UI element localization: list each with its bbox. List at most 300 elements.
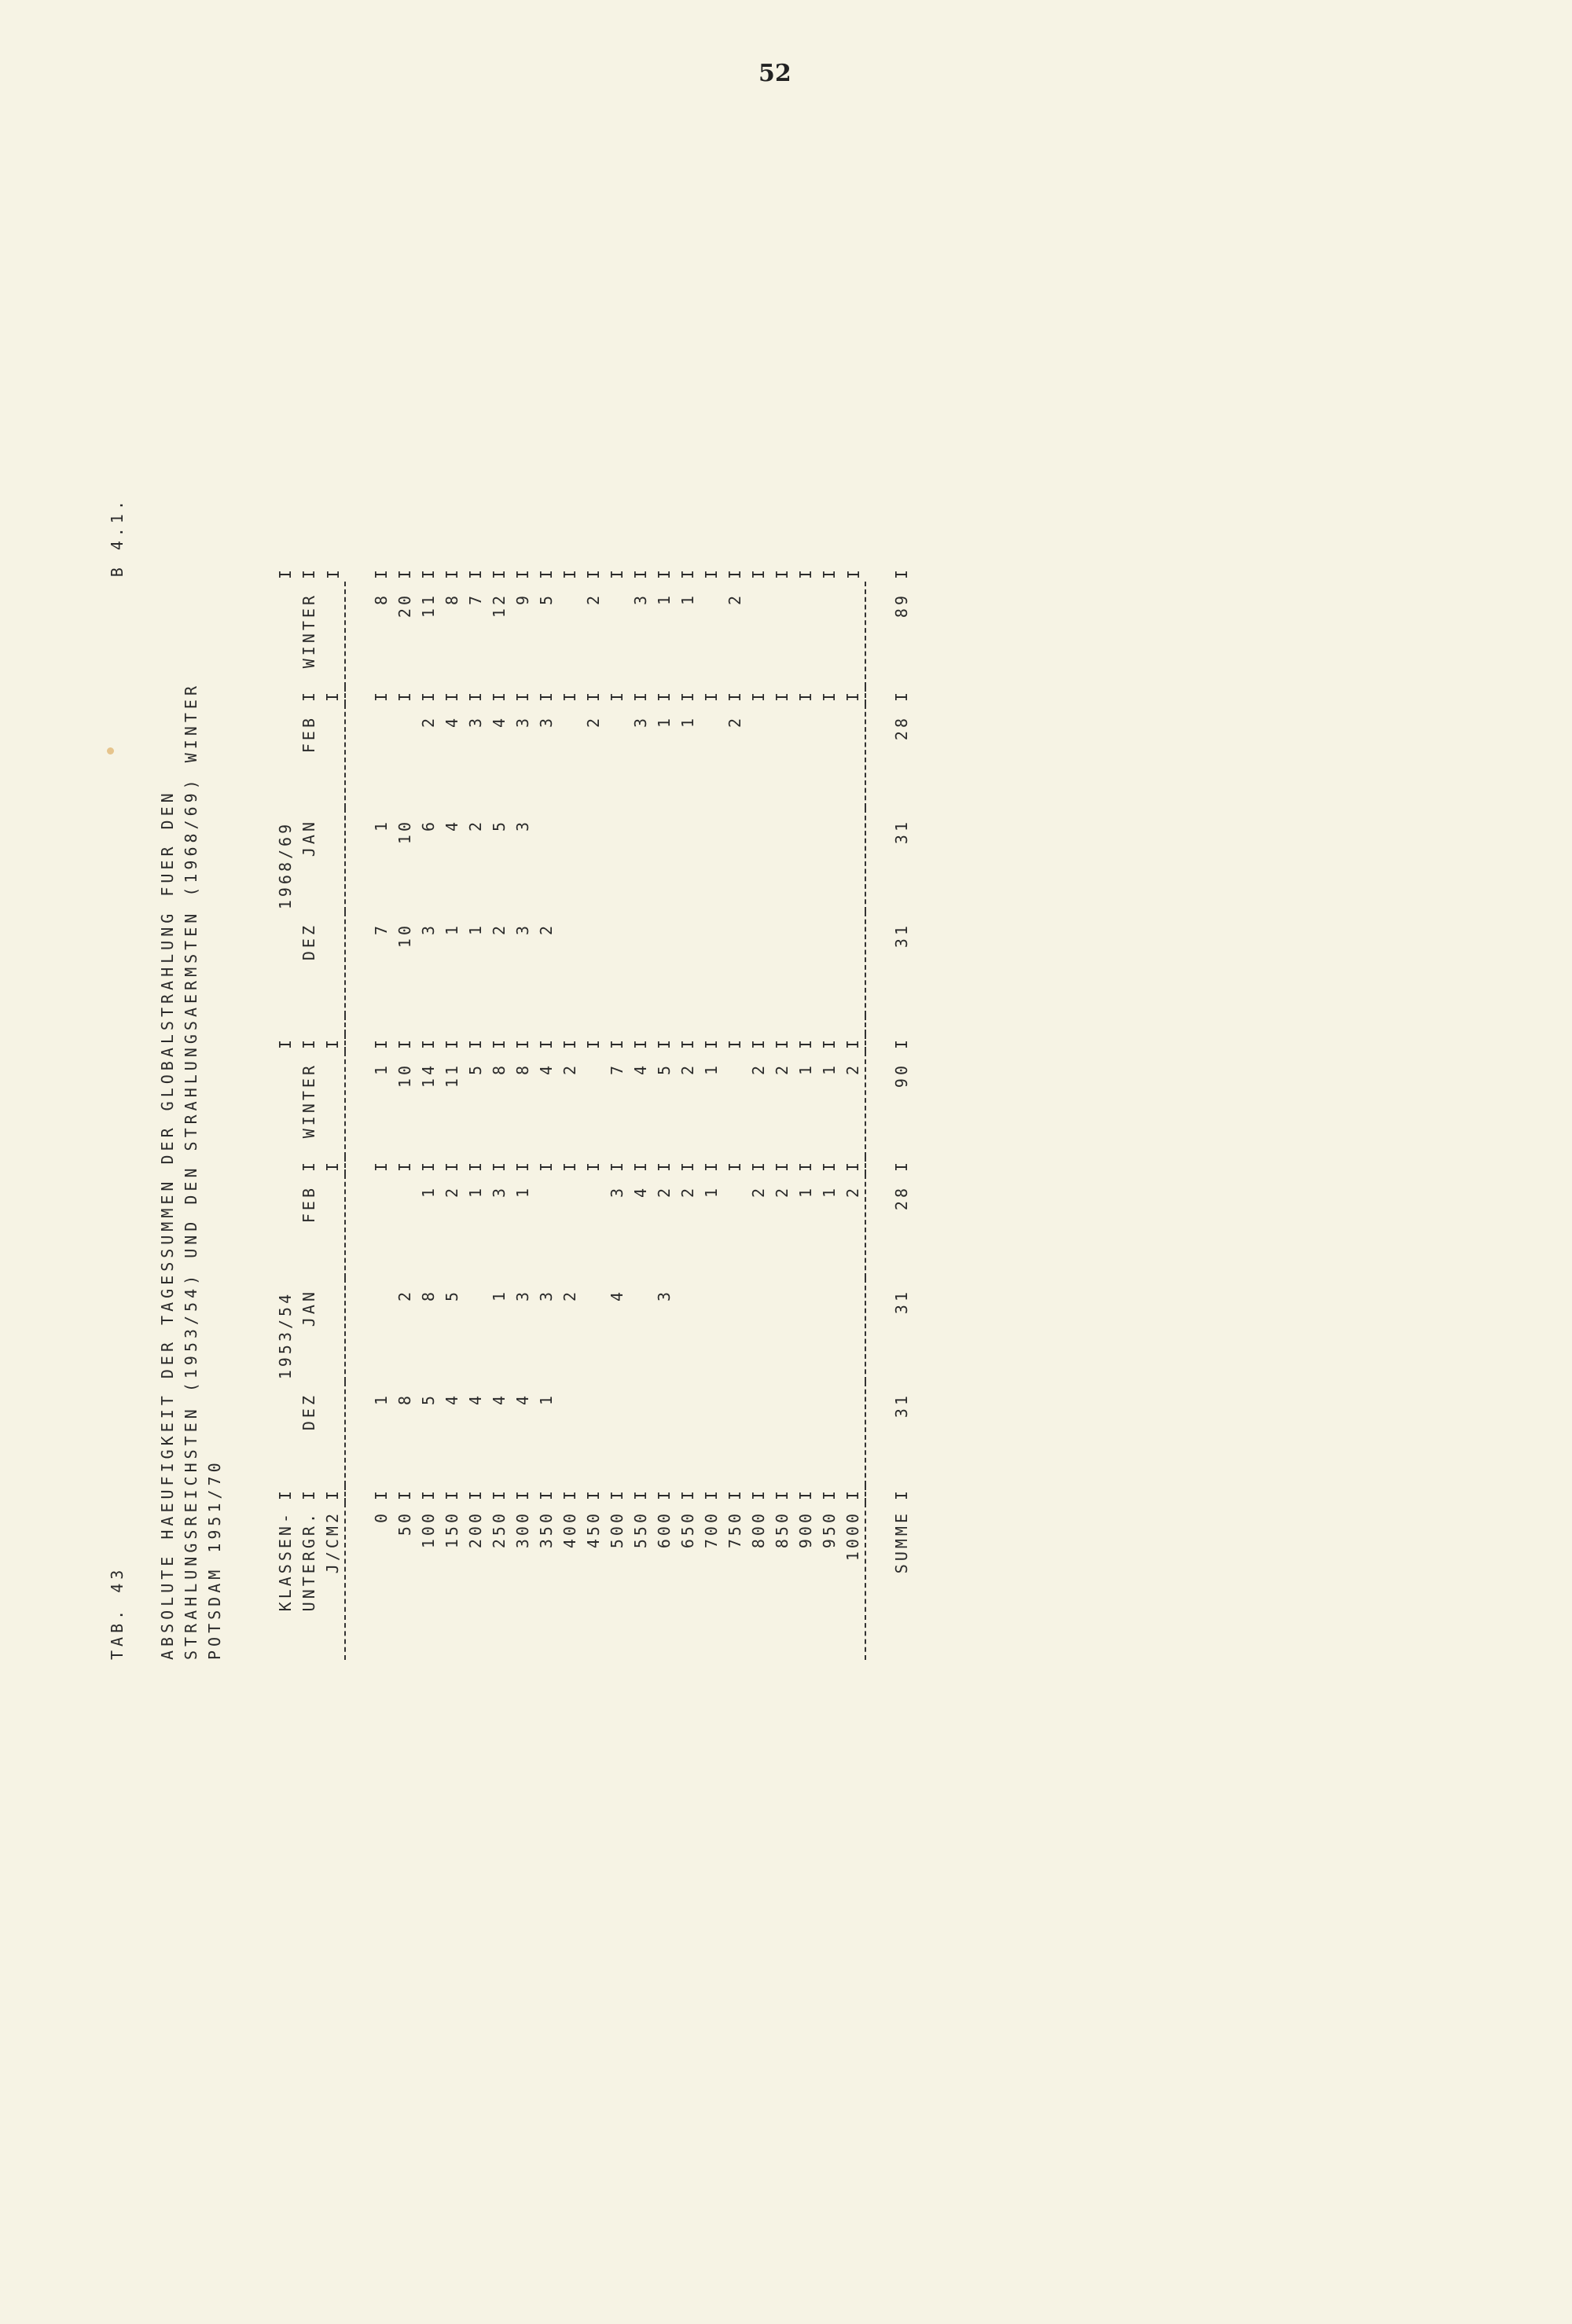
column-separator: I <box>773 1036 792 1050</box>
gap <box>274 1015 297 1034</box>
class-bound: 0 <box>372 1511 391 1524</box>
count-cell <box>369 704 393 808</box>
column-separator: I <box>843 688 862 703</box>
column-separator: I <box>820 688 839 703</box>
paper-stain <box>107 747 114 754</box>
count-cell: 1 <box>372 819 391 832</box>
column-separator: I <box>796 1487 815 1501</box>
winter-total-cell <box>817 582 841 687</box>
column-separator: I <box>466 688 485 703</box>
count-cell <box>652 912 676 1015</box>
column-separator: I <box>299 566 318 580</box>
count-cell: 3 <box>513 715 532 729</box>
count-cell: 1 <box>702 1185 721 1199</box>
winter-total-cell: 4 <box>631 1063 650 1076</box>
table-title <box>156 682 226 1660</box>
count-cell: 3 <box>490 1185 509 1199</box>
count-cell: 5 <box>419 1393 438 1406</box>
column-separator: I <box>820 1036 839 1050</box>
column-separator: I <box>419 566 438 580</box>
gap <box>747 1015 770 1034</box>
month-header: DEZ <box>299 923 318 961</box>
column-separator: I <box>892 566 911 580</box>
count-cell <box>770 912 794 1015</box>
column-separator: I <box>678 566 697 580</box>
count-cell <box>582 1382 605 1485</box>
empty-cell <box>321 912 345 1015</box>
winter-total-cell: 1 <box>702 1063 721 1076</box>
winter-total-cell <box>770 582 794 687</box>
column-separator: I <box>372 1487 391 1501</box>
column-separator: I <box>702 1036 721 1050</box>
column-separator: I <box>490 1158 509 1173</box>
column-separator: I <box>537 1487 556 1501</box>
table-row <box>464 564 487 1660</box>
column-separator: I <box>395 688 414 703</box>
header-row <box>297 564 321 1660</box>
count-cell <box>770 808 794 912</box>
frequency-table <box>274 564 913 1660</box>
winter-total-cell: 1 <box>678 593 697 606</box>
column-separator: I <box>796 1158 815 1173</box>
class-bound: 950 <box>820 1511 839 1549</box>
count-cell: 3 <box>419 923 438 936</box>
gap <box>582 1015 605 1034</box>
table-row <box>393 564 417 1660</box>
count-cell <box>629 912 652 1015</box>
class-bound: 200 <box>466 1511 485 1549</box>
count-cell <box>723 1278 747 1382</box>
dashed-rule <box>345 564 369 1660</box>
column-separator: I <box>419 1036 438 1050</box>
count-cell <box>558 1382 582 1485</box>
count-cell <box>747 912 770 1015</box>
total-cell: 28 <box>892 715 911 741</box>
count-cell <box>841 1278 865 1382</box>
count-cell <box>794 808 817 912</box>
column-separator: I <box>490 1036 509 1050</box>
column-separator: I <box>443 1036 461 1050</box>
count-cell: 1 <box>796 1185 815 1199</box>
count-cell: 1 <box>372 1393 391 1406</box>
column-separator: I <box>537 688 556 703</box>
count-cell: 1 <box>466 1185 485 1199</box>
gap <box>369 1015 393 1034</box>
class-bound: 250 <box>490 1511 509 1549</box>
count-cell <box>723 1174 747 1278</box>
count-cell <box>676 808 700 912</box>
class-bound: 100 <box>419 1511 438 1549</box>
column-separator: I <box>419 688 438 703</box>
winter-total-cell: 5 <box>537 593 556 606</box>
class-header: KLASSEN- <box>276 1511 295 1612</box>
column-separator: I <box>490 1487 509 1501</box>
column-separator: I <box>537 1036 556 1050</box>
gap <box>700 1015 723 1034</box>
count-cell <box>558 1174 582 1278</box>
winter-total-cell: 5 <box>655 1063 674 1076</box>
count-cell: 4 <box>513 1393 532 1406</box>
winter-total-cell: 1 <box>655 593 674 606</box>
column-separator: I <box>537 566 556 580</box>
column-separator: I <box>678 1158 697 1173</box>
winter-total-cell: 89 <box>892 593 911 619</box>
count-cell <box>558 808 582 912</box>
count-cell <box>582 1278 605 1382</box>
column-separator: I <box>655 1036 674 1050</box>
table-row <box>440 564 464 1660</box>
class-bound: 350 <box>537 1511 556 1549</box>
section-code: B 4.1. <box>108 497 127 578</box>
column-separator: I <box>560 1487 579 1501</box>
count-cell <box>700 912 723 1015</box>
count-cell <box>558 704 582 808</box>
count-cell <box>605 704 629 808</box>
count-cell: 4 <box>443 819 461 832</box>
column-separator: I <box>702 1487 721 1501</box>
empty-cell <box>321 1382 345 1485</box>
column-separator: I <box>608 1036 626 1050</box>
table-label: TAB. 43 <box>108 1566 127 1660</box>
class-bound: 750 <box>725 1511 744 1549</box>
column-separator: I <box>299 1487 318 1501</box>
column-separator: I <box>631 1158 650 1173</box>
column-separator: I <box>584 1487 603 1501</box>
winter-total-cell: 3 <box>631 593 650 606</box>
count-cell: 2 <box>560 1289 579 1302</box>
column-separator: I <box>820 1487 839 1501</box>
class-bound: 800 <box>749 1511 768 1549</box>
gap <box>817 1015 841 1034</box>
count-cell <box>723 808 747 912</box>
empty-cell <box>321 582 345 687</box>
count-cell: 3 <box>537 715 556 729</box>
table-row <box>487 564 511 1660</box>
column-separator: I <box>584 1158 603 1173</box>
class-bound: 450 <box>584 1511 603 1549</box>
winter-total-cell <box>841 582 865 687</box>
column-separator: I <box>702 1158 721 1173</box>
gap <box>890 1015 913 1034</box>
header-row <box>321 564 345 1660</box>
title-line: ABSOLUTE HAEUFIGKEIT DER TAGESSUMMEN DER GLOBALSTRAHLUNG FUER DEN <box>158 789 177 1660</box>
column-separator: I <box>513 688 532 703</box>
column-separator: I <box>513 1036 532 1050</box>
column-separator: I <box>749 688 768 703</box>
column-separator: I <box>773 688 792 703</box>
title-line: STRAHLUNGSREICHSTEN (1953/54) UND DEN STRAHLUNGSAERMSTEN (1968/69) WINTER <box>182 682 200 1660</box>
column-separator: I <box>560 688 579 703</box>
winter-total-cell: 4 <box>537 1063 556 1076</box>
column-separator: I <box>537 1158 556 1173</box>
count-cell: 2 <box>773 1185 792 1199</box>
table-row <box>770 564 794 1660</box>
column-separator: I <box>372 1036 391 1050</box>
table-row <box>605 564 629 1660</box>
count-cell <box>794 912 817 1015</box>
count-cell <box>629 1278 652 1382</box>
class-bound: 300 <box>513 1511 532 1549</box>
count-cell <box>464 1278 487 1382</box>
column-separator: I <box>299 688 318 703</box>
column-separator: I <box>820 566 839 580</box>
table-row <box>558 564 582 1660</box>
gap <box>676 1015 700 1034</box>
count-cell <box>534 808 558 912</box>
count-cell <box>770 1278 794 1382</box>
column-separator: I <box>725 566 744 580</box>
gap <box>297 1015 321 1034</box>
column-separator: I <box>395 566 414 580</box>
column-separator: I <box>702 688 721 703</box>
gap <box>794 1015 817 1034</box>
column-separator: I <box>892 1158 911 1173</box>
month-header: DEZ <box>299 1393 318 1431</box>
gap <box>464 1015 487 1034</box>
winter-total-cell: 2 <box>560 1063 579 1076</box>
column-separator: I <box>466 566 485 580</box>
count-cell <box>747 808 770 912</box>
count-cell <box>558 912 582 1015</box>
count-cell <box>700 704 723 808</box>
count-cell: 1 <box>513 1185 532 1199</box>
gap <box>770 1015 794 1034</box>
gap <box>417 1015 440 1034</box>
total-cell: 31 <box>892 1393 911 1419</box>
class-bound: 400 <box>560 1511 579 1549</box>
column-separator: I <box>299 1036 318 1050</box>
count-cell: 3 <box>631 715 650 729</box>
winter-total-cell: 7 <box>466 593 485 606</box>
column-separator: I <box>395 1036 414 1050</box>
winter-total-cell <box>558 582 582 687</box>
column-separator <box>274 1157 297 1174</box>
empty-cell <box>321 704 345 808</box>
column-separator: I <box>655 566 674 580</box>
class-bound: 50 <box>395 1511 414 1536</box>
column-separator: I <box>725 1158 744 1173</box>
column-separator: I <box>372 688 391 703</box>
winter-total-cell: 10 <box>395 1063 414 1089</box>
count-cell: 5 <box>490 819 509 832</box>
table-row <box>534 564 558 1660</box>
winter-total-cell: 11 <box>419 593 438 619</box>
count-cell: 10 <box>395 819 414 845</box>
class-bound: 600 <box>655 1511 674 1549</box>
column-separator: I <box>773 1158 792 1173</box>
column-separator: I <box>678 688 697 703</box>
winter-total-cell: 5 <box>466 1063 485 1076</box>
column-separator: I <box>725 688 744 703</box>
column-separator: I <box>749 1487 768 1501</box>
gap <box>605 1015 629 1034</box>
winter-total-cell <box>605 582 629 687</box>
count-cell: 2 <box>419 715 438 729</box>
column-separator: I <box>678 1036 697 1050</box>
gap <box>321 1015 345 1034</box>
count-cell <box>817 1382 841 1485</box>
month-header: JAN <box>299 1289 318 1327</box>
count-cell <box>817 808 841 912</box>
winter-total-cell: 9 <box>513 593 532 606</box>
count-cell: 1 <box>678 715 697 729</box>
count-cell <box>605 808 629 912</box>
count-cell: 2 <box>537 923 556 936</box>
table-row <box>652 564 676 1660</box>
column-separator: I <box>490 688 509 703</box>
column-separator: I <box>419 1158 438 1173</box>
table-row <box>511 564 534 1660</box>
count-cell: 4 <box>490 715 509 729</box>
column-separator: I <box>443 688 461 703</box>
table-row <box>629 564 652 1660</box>
column-separator: I <box>725 1036 744 1050</box>
count-cell: 3 <box>537 1289 556 1302</box>
count-cell <box>369 1278 393 1382</box>
column-separator: I <box>584 688 603 703</box>
column-separator: I <box>631 1487 650 1501</box>
empty-cell <box>321 1052 345 1157</box>
count-cell: 3 <box>608 1185 626 1199</box>
column-separator: I <box>843 1158 862 1173</box>
column-separator: I <box>443 1487 461 1501</box>
table-row <box>700 564 723 1660</box>
total-cell: 31 <box>892 923 911 949</box>
empty-cell <box>321 808 345 912</box>
count-cell <box>841 1382 865 1485</box>
column-separator: I <box>843 1487 862 1501</box>
column-separator: I <box>725 1487 744 1501</box>
column-separator: I <box>372 566 391 580</box>
count-cell: 4 <box>631 1185 650 1199</box>
column-separator: I <box>513 1158 532 1173</box>
column-separator: I <box>702 566 721 580</box>
gap <box>440 1015 464 1034</box>
total-cell: 31 <box>892 819 911 845</box>
count-cell: 7 <box>372 923 391 936</box>
count-cell: 4 <box>490 1393 509 1406</box>
count-cell <box>605 912 629 1015</box>
winter-total-cell <box>794 582 817 687</box>
class-bound: 700 <box>702 1511 721 1549</box>
column-separator: I <box>892 1036 911 1050</box>
winter-total-cell: 8 <box>372 593 391 606</box>
column-separator: I <box>631 1036 650 1050</box>
column-separator: I <box>584 566 603 580</box>
count-cell: 2 <box>490 923 509 936</box>
winter-total-cell: 12 <box>490 593 509 619</box>
column-separator: I <box>608 688 626 703</box>
count-cell: 2 <box>395 1289 414 1302</box>
rotated-table-sheet <box>93 497 926 1660</box>
count-cell <box>817 1278 841 1382</box>
total-cell: 28 <box>892 1185 911 1211</box>
count-cell <box>817 912 841 1015</box>
winter-total-cell: 20 <box>395 593 414 619</box>
class-bound: 850 <box>773 1511 792 1549</box>
count-cell: 2 <box>443 1185 461 1199</box>
count-cell <box>369 1174 393 1278</box>
column-separator: I <box>678 1487 697 1501</box>
table-row <box>676 564 700 1660</box>
column-separator: I <box>631 566 650 580</box>
column-separator: I <box>749 1158 768 1173</box>
column-separator: I <box>466 1158 485 1173</box>
gap <box>723 1015 747 1034</box>
column-separator: I <box>323 566 343 580</box>
month-header: FEB <box>299 715 318 754</box>
column-separator: I <box>796 566 815 580</box>
count-cell: 3 <box>466 715 485 729</box>
count-cell <box>676 912 700 1015</box>
count-cell: 2 <box>466 819 485 832</box>
column-separator: I <box>820 1158 839 1173</box>
column-separator: I <box>513 566 532 580</box>
page-number: 52 <box>758 60 792 87</box>
count-cell: 10 <box>395 923 414 949</box>
gap <box>534 1015 558 1034</box>
winter-total-cell: 7 <box>608 1063 626 1076</box>
column-separator: I <box>608 1158 626 1173</box>
count-cell: 2 <box>655 1185 674 1199</box>
count-cell: 4 <box>443 1393 461 1406</box>
count-cell <box>676 1382 700 1485</box>
count-cell <box>770 704 794 808</box>
winter-total-cell: 2 <box>584 593 603 606</box>
winter-total-cell: 2 <box>773 1063 792 1076</box>
winter-total-cell <box>747 582 770 687</box>
count-cell: 4 <box>443 715 461 729</box>
column-separator: I <box>843 1036 862 1050</box>
month-header: JAN <box>299 819 318 857</box>
count-cell <box>393 704 417 808</box>
column-separator: I <box>749 1036 768 1050</box>
count-cell: 2 <box>584 715 603 729</box>
column-separator: I <box>608 1487 626 1501</box>
column-separator: I <box>560 1036 579 1050</box>
winter-total-cell: 14 <box>419 1063 438 1089</box>
winter-total-cell: 90 <box>892 1063 911 1089</box>
period-header: 1953/54 <box>276 1290 295 1380</box>
count-cell: 3 <box>513 923 532 936</box>
table-row <box>841 564 865 1660</box>
column-separator: I <box>323 688 342 703</box>
count-cell <box>582 1174 605 1278</box>
count-cell: 2 <box>678 1185 697 1199</box>
count-cell <box>841 912 865 1015</box>
table-row <box>417 564 440 1660</box>
column-separator: I <box>466 1036 485 1050</box>
column-separator: I <box>419 1487 438 1501</box>
winter-total-cell: 1 <box>796 1063 815 1076</box>
winter-total-cell: 2 <box>843 1063 862 1076</box>
column-separator: I <box>655 688 674 703</box>
empty-cell <box>321 1174 345 1278</box>
column-separator: I <box>749 566 768 580</box>
gap <box>841 1015 865 1034</box>
column-separator: I <box>276 1036 295 1050</box>
count-cell: 8 <box>419 1289 438 1302</box>
winter-total-cell: 8 <box>443 593 461 606</box>
winter-total-cell: 8 <box>513 1063 532 1076</box>
count-cell: 2 <box>725 715 744 729</box>
table-row <box>369 564 393 1660</box>
count-cell: 3 <box>513 819 532 832</box>
count-cell: 2 <box>843 1185 862 1199</box>
title-line: POTSDAM 1951/70 <box>205 1459 224 1660</box>
count-cell: 1 <box>820 1185 839 1199</box>
column-separator: I <box>299 1158 318 1173</box>
